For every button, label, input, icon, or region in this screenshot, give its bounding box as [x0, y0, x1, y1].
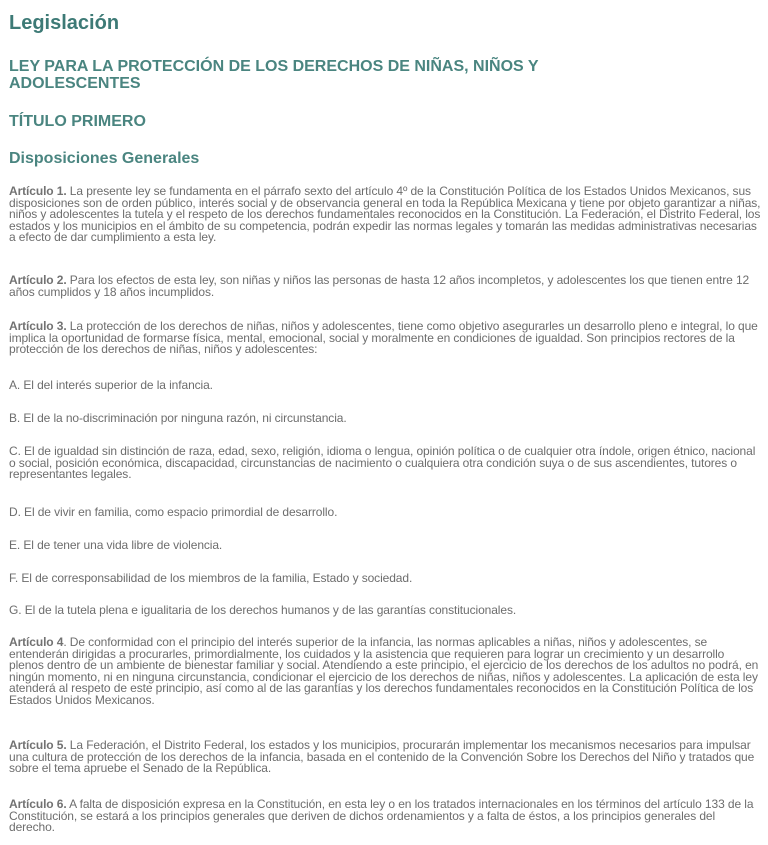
- article-text: . De conformidad con el principio del interés superior de la infancia, las normas aplicables a niñas, niños y adolescentes, se entenderán dirigidas a procurarles, primordialmente, los cuidados y la asistencia que requieren para lograr un crecimiento y un desarrollo plenos dentro de un ambiente de bienestar familiar y social. Atendiendo a este principio, el ejercicio de los derechos de los adultos no podrá, en ningún momento, ni en ninguna circunstancia, condicionar el ejercicio de los derechos de niñas, niños y adolescentes. La aplicación de esta ley atenderá al respeto de este principio, así como al de las garantías y los derechos fundamentales reconocidos en la Constitución Política de los Estados Unidos Mexicanos.: [9, 635, 759, 707]
- law-title: LEY PARA LA PROTECCIÓN DE LOS DERECHOS DE NIÑAS, NIÑOS Y ADOLESCENTES: [9, 58, 539, 92]
- article-label: Artículo 4: [9, 635, 64, 649]
- article-label: Artículo 1.: [9, 184, 67, 198]
- article-text: A falta de disposición expresa en la Constitución, en esta ley o en los tratados internacionales en los términos del artículo 133 de la Constitución, se estará a los principios generales que deriven de dichos ordenamientos y a falta de éstos, a los principios generales del derecho.: [9, 797, 754, 834]
- title-heading: TÍTULO PRIMERO: [9, 113, 146, 130]
- article-text: La presente ley se fundamenta en el párrafo sexto del artículo 4º de la Constitución Política de los Estados Unidos Mexicanos, sus disposiciones son de orden público, interés social y de observancia general en toda la República Mexicana y tiene por objeto garantizar a niñas, niños y adolescentes la tutela y el respeto de los derechos fundamentales reconocidos en la Constitución. La Federación, el Distrito Federal, los estados y los municipios en el ámbito de su competencia, podrán expedir las normas legales y tomarán las medidas administrativas necesarias a efecto de dar cumplimiento a esta ley.: [9, 184, 761, 245]
- article-3: [9, 321, 761, 356]
- subtitle-heading: Disposiciones Generales: [9, 150, 200, 167]
- article-label: Artículo 6.: [9, 797, 67, 811]
- article-text: La protección de los derechos de niñas, niños y adolescentes, tiene como objetivo asegurarles un desarrollo pleno e integral, lo que implica la oportunidad de formarse física, mental, emocional, social y moralmente en condiciones de igualdad. Son principios rectores de la protección de los derechos de niñas, niños y adolescentes:: [9, 319, 758, 356]
- article-5: [9, 740, 761, 775]
- article-text: Para los efectos de esta ley, son niñas y niños las personas de hasta 12 años incompletos, y adolescentes los que tienen entre 12 años cumplidos y 18 años incumplidos.: [9, 273, 750, 299]
- article-4: [9, 637, 761, 706]
- principle-c: C. El de igualdad sin distinción de raza, edad, sexo, religión, idioma o lengua, opinión política o de cualquier otra índole, origen étnico, nacional o social, posición económica, discapacidad, circunstancias de nacimiento o cualquiera otra condición suya o de sus ascendientes, tutores o representantes legales.: [9, 444, 756, 481]
- article-1: [9, 186, 761, 244]
- article-text: La Federación, el Distrito Federal, los estados y los municipios, procurarán implementar los mecanismos necesarios para impulsar una cultura de protección de los derechos de la infancia, basada en el contenido de la Convención Sobre los Derechos del Niño y tratados que sobre el tema apruebe el Senado de la República.: [9, 738, 755, 775]
- article-label: Artículo 2.: [9, 273, 67, 287]
- article-6: [9, 799, 761, 834]
- principle-f: F. El de corresponsabilidad de los miembros de la familia, Estado y sociedad.: [9, 571, 413, 585]
- principle-e: E. El de tener una vida libre de violencia.: [9, 538, 223, 552]
- principle-d: D. El de vivir en familia, como espacio primordial de desarrollo.: [9, 505, 338, 519]
- principle-a: A. El del interés superior de la infancia.: [9, 378, 213, 392]
- principle-g: G. El de la tutela plena e igualitaria de los derechos humanos y de las garantías constitucionales.: [9, 603, 517, 617]
- article-label: Artículo 5.: [9, 738, 67, 752]
- principle-b: B. El de la no-discriminación por ninguna razón, ni circunstancia.: [9, 411, 347, 425]
- section-heading: Legislación: [9, 12, 120, 34]
- article-2: [9, 275, 761, 298]
- article-label: Artículo 3.: [9, 319, 67, 333]
